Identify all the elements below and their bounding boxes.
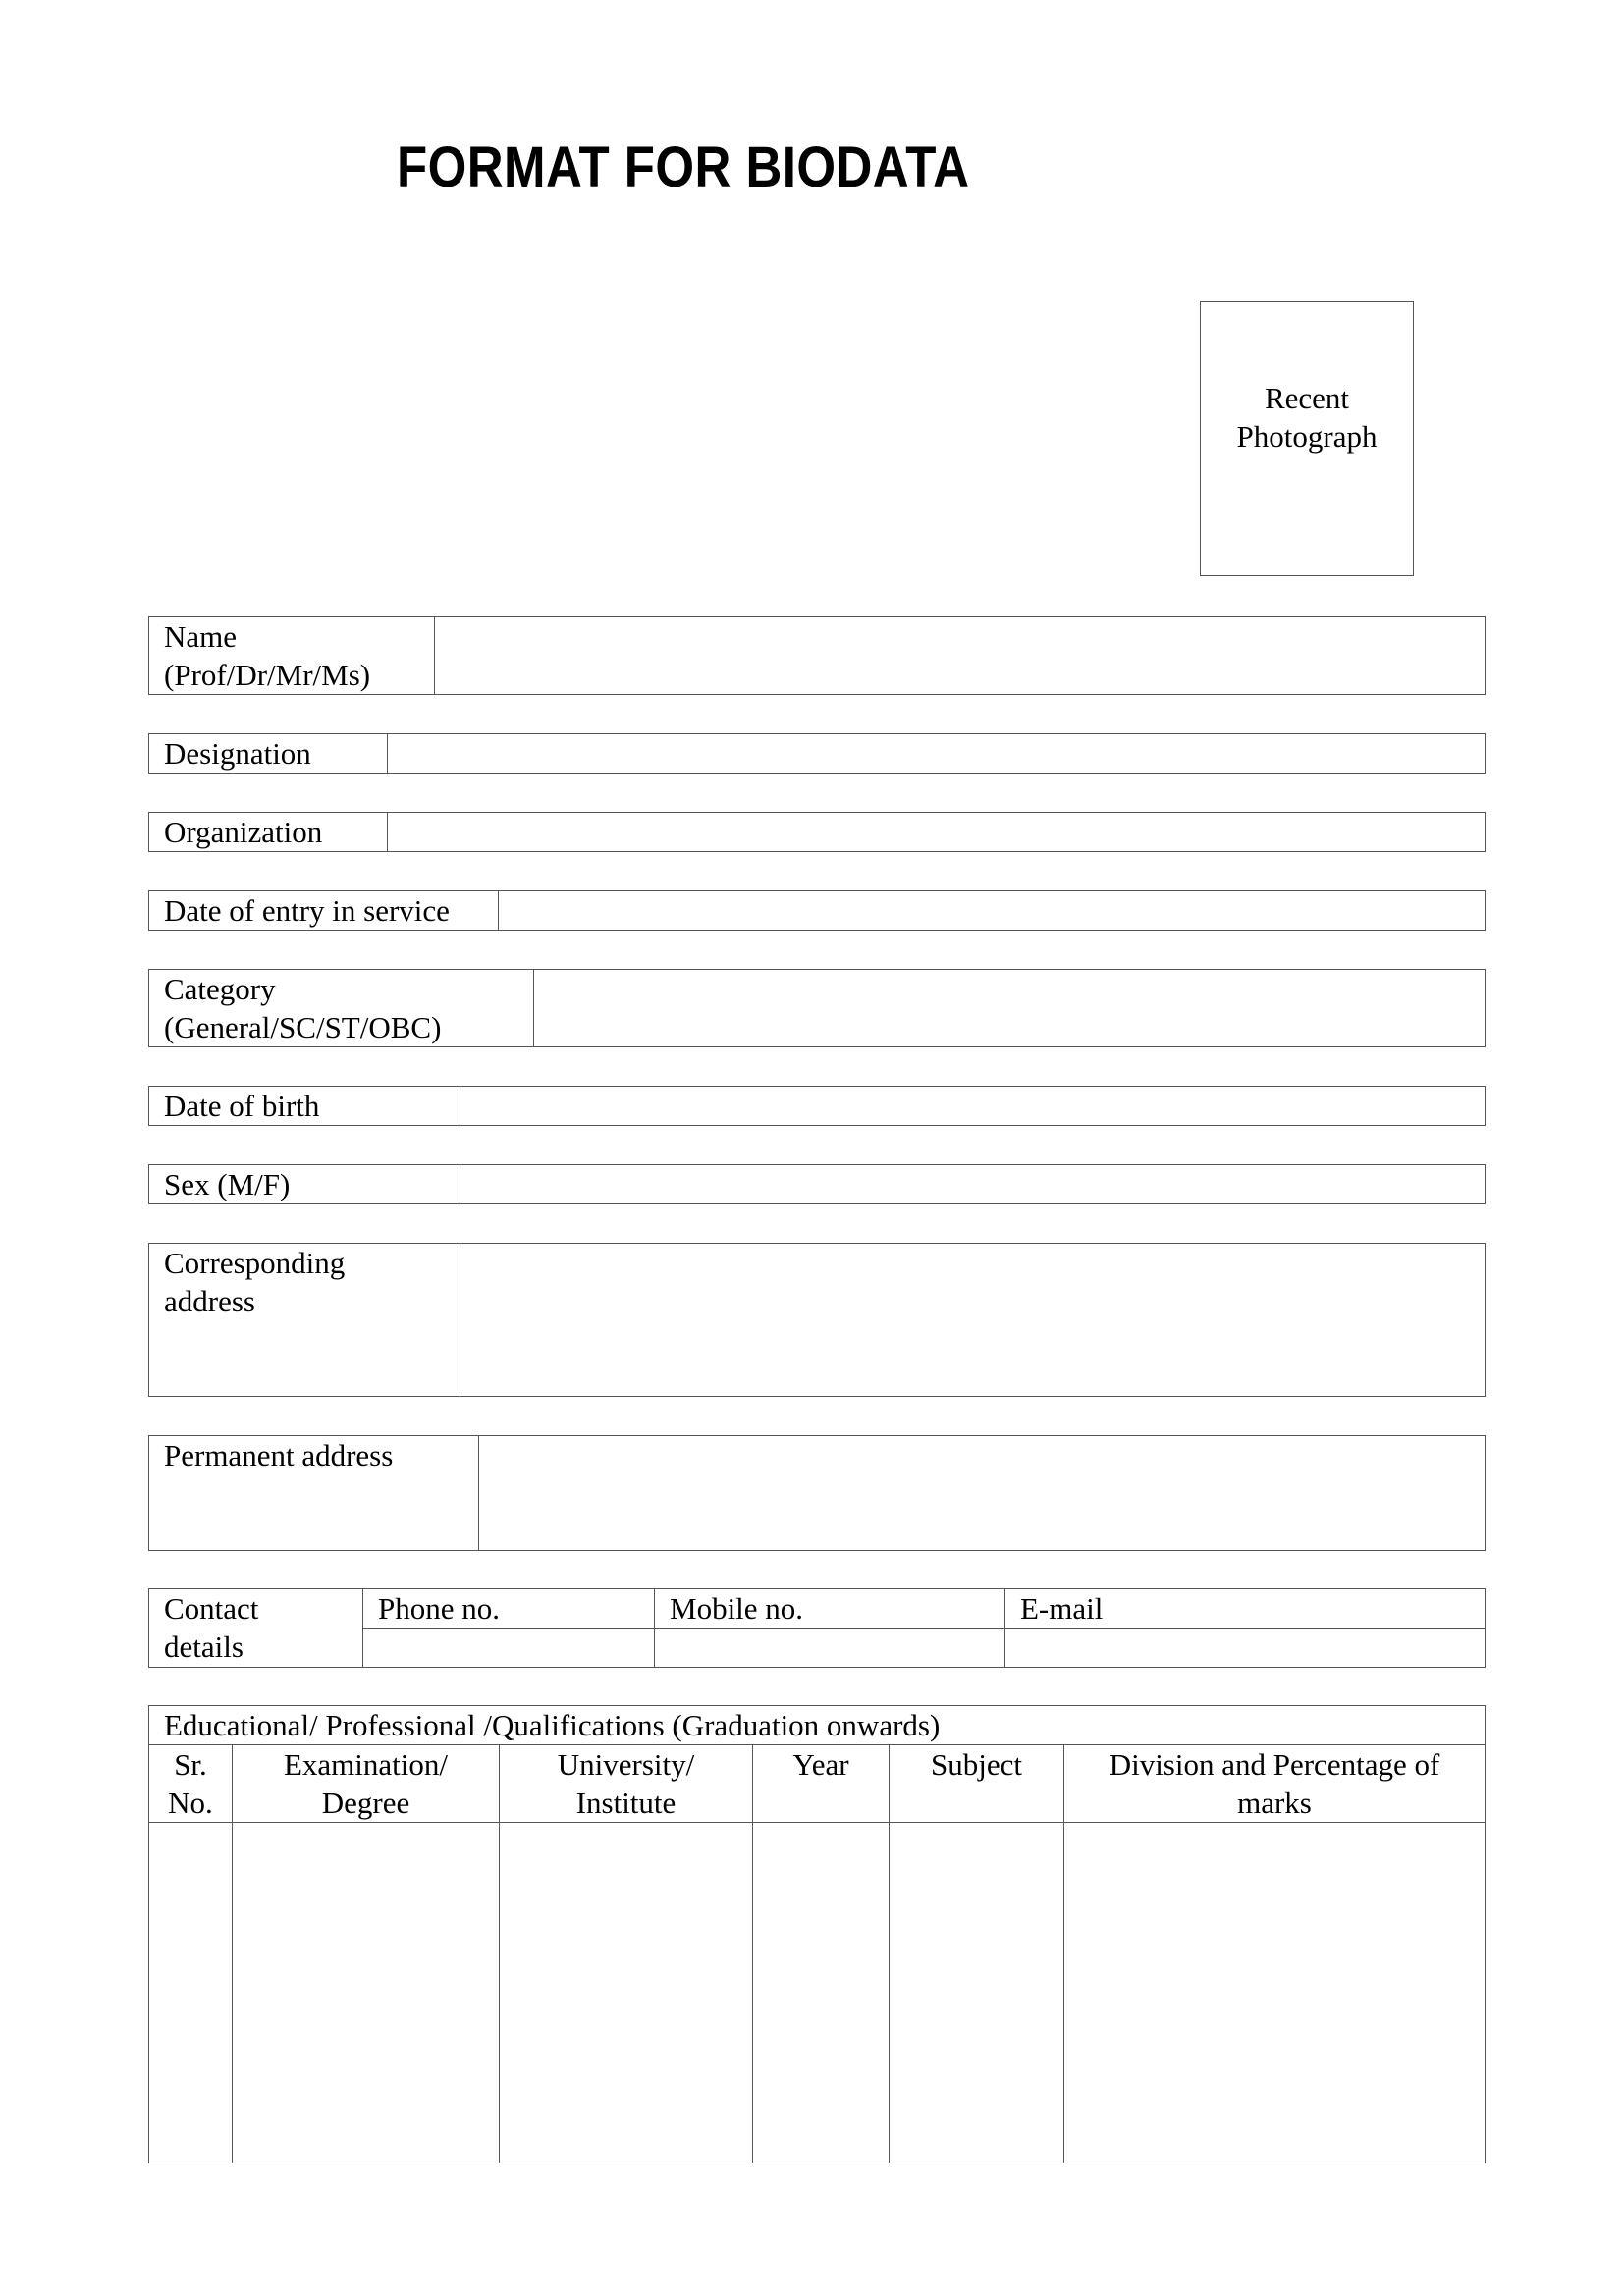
name-label-line2: (Prof/Dr/Mr/Ms) xyxy=(164,658,371,692)
permanent-address-label: Permanent address xyxy=(149,1436,479,1551)
col-header-year xyxy=(753,1745,890,1823)
organization-label: Organization xyxy=(149,813,388,852)
col-header-university xyxy=(500,1745,753,1823)
date-of-entry-field[interactable] xyxy=(499,891,1486,931)
date-of-birth-label: Date of birth xyxy=(149,1087,460,1126)
designation-table xyxy=(148,733,1486,774)
name-field[interactable] xyxy=(435,617,1486,695)
designation-field[interactable] xyxy=(388,734,1486,774)
education-cell-subject[interactable] xyxy=(890,1823,1064,2163)
phone-header: Phone no. xyxy=(363,1589,655,1629)
col-header-line: Year xyxy=(792,1747,849,1782)
col-header-line: Examination/ xyxy=(283,1747,449,1782)
email-field[interactable] xyxy=(1005,1629,1486,1668)
education-cell-examination[interactable] xyxy=(233,1823,500,2163)
contact-details-table xyxy=(148,1588,1486,1668)
designation-label: Designation xyxy=(149,734,388,774)
col-header-sr-no xyxy=(149,1745,233,1823)
date-of-entry-label: Date of entry in service xyxy=(149,891,499,931)
col-header-line: Sr. xyxy=(174,1747,207,1782)
photo-placeholder[interactable] xyxy=(1200,301,1414,576)
col-header-examination xyxy=(233,1745,500,1823)
corresponding-address-label xyxy=(149,1244,460,1397)
mobile-field[interactable] xyxy=(655,1629,1005,1668)
education-cell-sr-no[interactable] xyxy=(149,1823,233,2163)
photo-label-line2: Photograph xyxy=(1236,419,1378,454)
col-header-line: Degree xyxy=(321,1786,410,1820)
education-cell-university[interactable] xyxy=(500,1823,753,2163)
col-header-line: Subject xyxy=(931,1747,1022,1782)
education-table xyxy=(148,1705,1486,2163)
col-header-line: Institute xyxy=(575,1786,677,1820)
corresponding-address-table xyxy=(148,1243,1486,1397)
category-field[interactable] xyxy=(534,970,1486,1047)
education-cell-division[interactable] xyxy=(1064,1823,1486,2163)
category-label-line1: Category xyxy=(164,972,276,1006)
contact-label-line1: Contact xyxy=(164,1591,259,1626)
corresponding-address-field[interactable] xyxy=(460,1244,1486,1397)
email-header: E-mail xyxy=(1005,1589,1486,1629)
education-heading: Educational/ Professional /Qualifications (Graduation onwards) xyxy=(149,1706,1486,1745)
education-cell-year[interactable] xyxy=(753,1823,890,2163)
mobile-header: Mobile no. xyxy=(655,1589,1005,1629)
col-header-line: marks xyxy=(1237,1786,1312,1820)
category-label xyxy=(149,970,534,1047)
date-of-birth-table xyxy=(148,1086,1486,1126)
category-label-line2: (General/SC/ST/OBC) xyxy=(164,1010,442,1044)
sex-table xyxy=(148,1164,1486,1204)
contact-label-line2: details xyxy=(164,1629,244,1664)
col-header-line: Division and Percentage of xyxy=(1109,1747,1440,1782)
organization-table xyxy=(148,812,1486,852)
sex-label: Sex (M/F) xyxy=(149,1165,460,1204)
contact-details-label xyxy=(149,1589,363,1668)
date-of-birth-field[interactable] xyxy=(460,1087,1486,1126)
page-title: FORMAT FOR BIODATA xyxy=(397,135,970,199)
photo-label-line1: Recent xyxy=(1264,381,1350,415)
name-label xyxy=(149,617,435,695)
col-header-line: University/ xyxy=(557,1747,695,1782)
col-header-line: No. xyxy=(168,1786,213,1820)
permanent-address-field[interactable] xyxy=(479,1436,1486,1551)
category-table xyxy=(148,969,1486,1047)
permanent-address-table xyxy=(148,1435,1486,1551)
corresponding-label-line2: address xyxy=(164,1284,255,1318)
col-header-subject xyxy=(890,1745,1064,1823)
sex-field[interactable] xyxy=(460,1165,1486,1204)
corresponding-label-line1: Corresponding xyxy=(164,1246,346,1280)
organization-field[interactable] xyxy=(388,813,1486,852)
phone-field[interactable] xyxy=(363,1629,655,1668)
name-table xyxy=(148,616,1486,695)
date-of-entry-table xyxy=(148,890,1486,931)
name-label-line1: Name xyxy=(164,619,238,654)
col-header-division xyxy=(1064,1745,1486,1823)
